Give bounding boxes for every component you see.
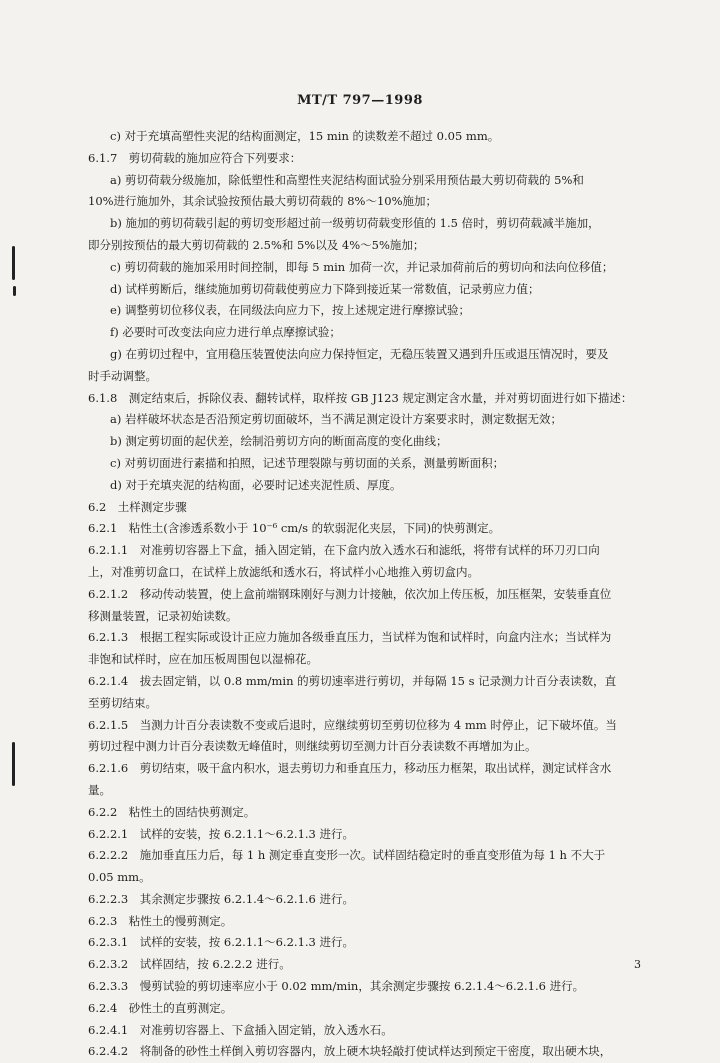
body-text [88, 126, 658, 1063]
text-line: 6.2.4.1 对准剪切容器上、下盒插入固定销，放入透水石。 [88, 1022, 393, 1037]
text-line: 6.2.1.4 拔去固定销，以 0.8 mm/min 的剪切速率进行剪切，并每隔 15 s 记录测力计百分表读数，直 [88, 673, 617, 688]
text-line: c) 剪切荷载的施加采用时间控制，即每 5 min 加荷一次，并记录加荷前后的剪切向和法向位移值； [110, 259, 614, 274]
text-line: 0.05 mm。 [88, 870, 151, 885]
text-line: g) 在剪切过程中，宜用稳压装置使法向应力保持恒定，无稳压装置又遇到升压或退压情况时，要及 [110, 346, 609, 361]
text-line: 6.1.7 剪切荷载的施加应符合下列要求： [88, 150, 302, 165]
binding-mark [13, 286, 16, 296]
text-line: 6.2.4 砂性土的直剪测定。 [88, 1000, 233, 1015]
text-line: f) 必要时可改变法向应力进行单点摩擦试验； [110, 325, 341, 340]
page-header: MT/T 797—1998 [297, 93, 423, 108]
text-line: a) 岩样破坏状态是否沿预定剪切面破坏，当不满足测定设计方案要求时，测定数据无效； [110, 412, 562, 427]
text-line: d) 试样剪断后，继续施加剪切荷载使剪应力下降到接近某一常数值，记录剪应力值； [110, 281, 540, 296]
text-line: 6.2.1 粘性土(含渗透系数小于 10⁻⁶ cm/s 的软弱泥化夹层，下同)的快剪测定。 [88, 521, 501, 536]
text-line: 6.2.1.5 当测力计百分表读数不变或后退时，应继续剪切至剪切位移为 4 mm 时停止，记下破坏值。当 [88, 717, 617, 732]
text-line: 至剪切结束。 [88, 695, 157, 710]
text-line: 6.2.1.6 剪切结束，吸干盒内积水，退去剪切力和垂直压力，移动压力框架，取出试样，测定试样含水 [88, 761, 612, 776]
text-line: 量。 [88, 782, 111, 797]
text-line: e) 调整剪切位移仪表，在同级法向应力下，按上述规定进行摩擦试验； [110, 303, 470, 318]
text-line: 6.2.2.3 其余测定步骤按 6.2.1.4～6.2.1.6 进行。 [88, 891, 355, 906]
text-line: 移测量装置，记录初始读数。 [88, 608, 238, 623]
text-line: b) 施加的剪切荷载引起的剪切变形超过前一级剪切荷载变形值的 1.5 倍时，剪切荷载减半施加， [110, 216, 600, 231]
text-line: 6.2.3.2 试样固结，按 6.2.2.2 进行。 [88, 957, 291, 972]
text-line: 6.2 土样测定步骤 [88, 499, 187, 514]
text-line: b) 测定剪切面的起伏差，绘制沿剪切方向的断面高度的变化曲线； [110, 434, 448, 449]
text-line: 6.2.2 粘性土的固结快剪测定。 [88, 804, 256, 819]
text-line: 剪切过程中测力计百分表读数无峰值时，则继续剪切至测力计百分表读数不再增加为止。 [88, 739, 537, 754]
text-line: c) 对于充填高塑性夹泥的结构面测定，15 min 的读数差不超过 0.05 mm。 [110, 129, 500, 143]
text-line: 上，对准剪切盒口，在试样上放滤纸和透水石，将试样小心地推入剪切盒内。 [88, 564, 479, 579]
text-line: c) 对剪切面进行素描和拍照，记述节理裂隙与剪切面的关系，测量剪断面积； [110, 455, 505, 470]
text-line: 即分别按预估的最大剪切荷载的 2.5%和 5%以及 4%～5%施加； [88, 237, 425, 252]
text-line: 时手动调整。 [88, 368, 157, 383]
text-line: a) 剪切荷载分级施加，除低塑性和高塑性夹泥结构面试验分别采用预估最大剪切荷载的 5%和 [110, 172, 584, 187]
text-line: 6.2.4.2 将制备的砂性土样倒入剪切容器内，放上硬木块轻敲打使试样达到预定干密度，取出硬木块， [88, 1044, 612, 1059]
text-line: 6.2.1.1 对准剪切容器上下盒，插入固定销，在下盒内放入透水石和滤纸，将带有试样的环刀刃口向 [88, 543, 600, 558]
text-line: 6.2.3.3 慢剪试验的剪切速率应小于 0.02 mm/min，其余测定步骤按 6.2.1.4～6.2.1.6 进行。 [88, 979, 585, 994]
page-number: 3 [634, 958, 641, 971]
text-line: 6.2.3 粘性土的慢剪测定。 [88, 913, 233, 928]
text-line: 10%进行施加外，其余试验按预估最大剪切荷载的 8%～10%施加； [88, 194, 438, 209]
text-line: 6.2.2.1 试样的安装，按 6.2.1.1～6.2.1.3 进行。 [88, 826, 355, 841]
text-line: 6.2.2.2 施加垂直压力后，每 1 h 测定垂直变形一次。试样固结稳定时的垂直变形值为每 1 h 不大于 [88, 848, 606, 863]
text-line: 6.2.3.1 试样的安装，按 6.2.1.1～6.2.1.3 进行。 [88, 935, 355, 950]
binding-mark [12, 742, 15, 786]
text-line: d) 对于充填夹泥的结构面，必要时记述夹泥性质、厚度。 [110, 477, 402, 492]
text-line: 非饱和试样时，应在加压板周围包以湿棉花。 [88, 652, 318, 667]
binding-mark [12, 246, 15, 280]
text-line: 6.1.8 测定结束后，拆除仪表、翻转试样，取样按 GB J123 规定测定含水量，并对剪切面进行如下描述： [88, 390, 633, 405]
text-line: 6.2.1.3 根据工程实际或设计正应力施加各级垂直压力，当试样为饱和试样时，向盒内注水；当试样为 [88, 630, 612, 645]
text-line: 6.2.1.2 移动传动装置，使上盒前端钢珠刚好与测力计接触，依次加上传压板，加压框架，安装垂直位 [88, 586, 612, 601]
